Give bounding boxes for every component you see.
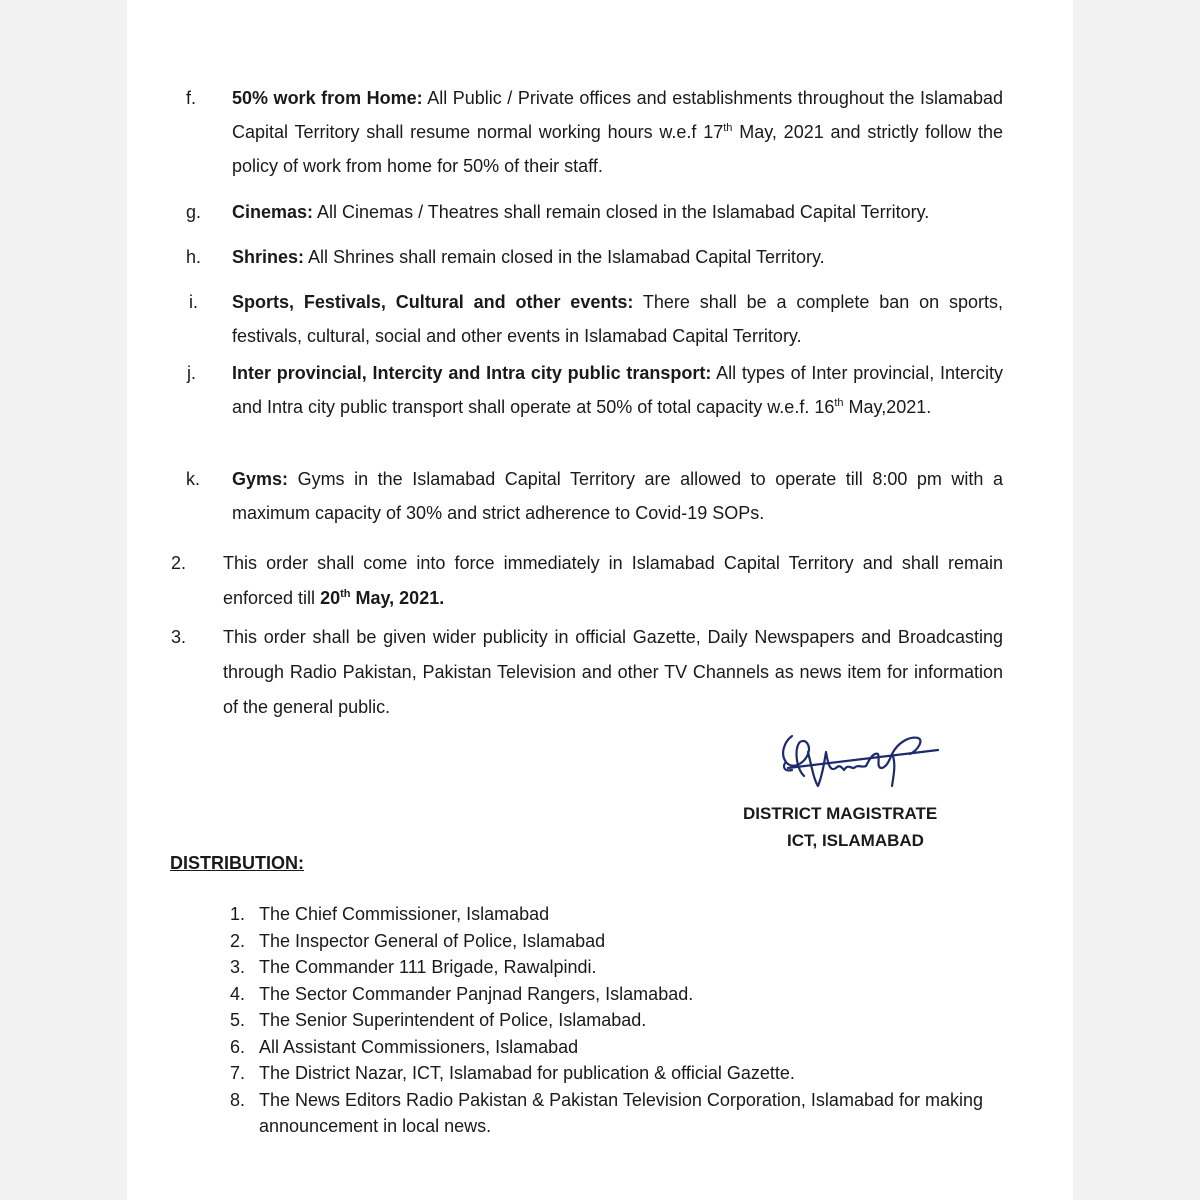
clause-marker-h: h.	[186, 247, 202, 267]
list-item-number: 1.	[230, 904, 246, 924]
list-item	[230, 1060, 1020, 1087]
list-item	[230, 1034, 1020, 1061]
clause-text: All Public / Private offices and establishments throughout the Islamabad Capital Territory shall resume normal working hours w.e.f 17	[232, 88, 1004, 142]
clause-text: All Cinemas / Theatres shall remain closed in the Islamabad Capital Territory.	[313, 202, 930, 222]
clause-gyms	[232, 462, 1003, 530]
clause-text: All types of Inter provincial, Intercity and Intra city public transport shall operate at 50% of total capacity w.e.f. 16	[232, 363, 1003, 417]
list-item-number: 3.	[230, 957, 246, 977]
list-item	[230, 901, 1020, 928]
list-item	[230, 928, 1020, 955]
clause-text: All Shrines shall remain closed in the Islamabad Capital Territory.	[304, 247, 825, 267]
clause-text: There shall be a complete ban on sports, festivals, cultural, social and other events in Islamabad Capital Territory.	[232, 292, 1003, 346]
list-item-text: The Sector Commander Panjnad Rangers, Islamabad.	[259, 983, 694, 1004]
end-date-month-year: May, 2021.	[350, 588, 445, 608]
clause-marker-k: k.	[186, 469, 201, 489]
clause-shrines	[232, 240, 1003, 274]
list-item	[230, 1087, 1020, 1140]
list-item-text: All Assistant Commissioners, Islamabad	[259, 1036, 579, 1057]
paragraph-publicity: This order shall be given wider publicity in official Gazette, Daily Newspapers and Broadcasting through Radio Pakistan, Pakistan Television and other TV Channels as news item for information of the general public.	[223, 627, 1003, 717]
clause-marker-g: g.	[186, 202, 202, 222]
list-item-number: 6.	[230, 1036, 246, 1057]
clause-marker-f: f.	[186, 88, 197, 108]
list-item-number: 2.	[230, 930, 246, 951]
list-item	[230, 981, 1020, 1008]
paragraph-text: This order shall come into force immediately in Islamabad Capital Territory and shall remain enforced till	[223, 553, 1003, 608]
signature-image	[778, 728, 943, 798]
list-item-text: The Commander 111 Brigade, Rawalpindi.	[259, 957, 597, 977]
end-date	[320, 588, 444, 608]
clause-text: May, 2021 and strictly follow the policy of work from home for 50% of their staff.	[232, 122, 1003, 176]
clause-text: May,2021.	[843, 397, 932, 417]
clause-title: Inter provincial, Intercity and Intra city public transport:	[232, 363, 712, 383]
clause-title: 50% work from Home:	[232, 88, 423, 108]
ordinal-suffix: th	[340, 588, 351, 600]
clause-title: Cinemas:	[232, 202, 314, 222]
list-item-text: The District Nazar, ICT, Islamabad for publication & official Gazette.	[259, 1063, 795, 1083]
ordinal-suffix: th	[723, 122, 733, 134]
distribution-heading: DISTRIBUTION:	[170, 853, 304, 873]
paragraph-number-2: 2.	[171, 553, 187, 573]
clause-cinemas	[232, 195, 1003, 229]
list-item-text: The Senior Superintendent of Police, Islamabad.	[259, 1010, 647, 1030]
list-item-text: The News Editors Radio Pakistan & Pakistan Television Corporation, Islamabad for making announcement in local news.	[259, 1089, 984, 1136]
list-item-text: The Inspector General of Police, Islamabad	[259, 930, 606, 951]
list-item-number: 7.	[230, 1063, 246, 1083]
signatory-title: DISTRICT MAGISTRATE	[743, 804, 938, 823]
paragraph-number-3: 3.	[171, 627, 187, 647]
clause-marker-j: j.	[187, 363, 196, 383]
list-item	[230, 954, 1020, 981]
list-item-number: 8.	[230, 1089, 246, 1110]
clause-title: Gyms:	[232, 469, 289, 489]
clause-marker-i: i.	[189, 292, 198, 312]
paragraph-enforcement	[223, 546, 1003, 616]
clause-public-transport	[232, 356, 1003, 424]
list-item-number: 4.	[230, 983, 246, 1004]
clause-work-from-home	[232, 81, 1003, 183]
clause-text: Gyms in the Islamabad Capital Territory are allowed to operate till 8:00 pm with a maximum capacity of 30% and strict adherence to Covid-19 SOPs.	[232, 469, 1003, 523]
list-item	[230, 1007, 1020, 1034]
list-item-number: 5.	[230, 1010, 246, 1030]
distribution-list	[230, 901, 1020, 1140]
clause-sports-events	[232, 285, 1003, 353]
end-date-day: 20	[320, 588, 341, 608]
signatory-office: ICT, ISLAMABAD	[787, 831, 924, 850]
list-item-text: The Chief Commissioner, Islamabad	[259, 904, 550, 924]
clause-title: Shrines:	[232, 247, 305, 267]
clause-title: Sports, Festivals, Cultural and other events:	[232, 292, 634, 312]
ordinal-suffix: th	[834, 397, 844, 409]
